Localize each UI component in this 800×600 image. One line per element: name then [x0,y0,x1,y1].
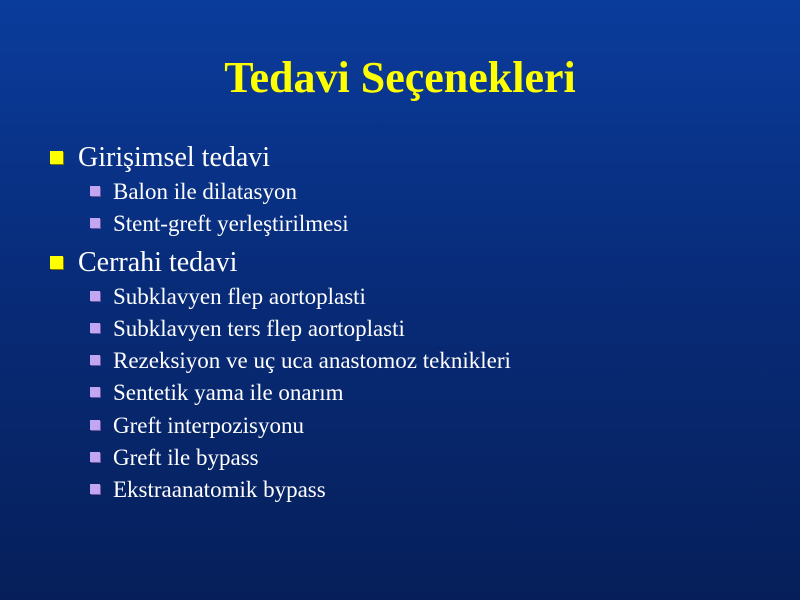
sub-bullet-item [0,410,800,442]
sub-bullet-text: Subklavyen ters flep aortoplasti [113,315,405,341]
sub-bullet-item [0,208,800,240]
bullet-level1 [0,142,800,174]
sub-bullet-text: Sentetik yama ile onarım [113,380,344,406]
square-bullet-icon [90,291,100,301]
square-bullet-icon [90,218,100,228]
square-bullet-icon [90,387,100,397]
square-bullet-icon [90,484,100,494]
sub-bullet-text: Subklavyen flep aortoplasti [113,283,366,309]
square-bullet-icon [90,420,100,430]
square-bullet-icon [90,323,100,333]
sub-bullet-item [0,442,800,474]
bullet-level1 [0,247,800,279]
sub-bullet-text: Greft interpozisyonu [113,412,304,438]
square-bullet-icon [90,355,100,365]
sub-bullet-text: Rezeksiyon ve uç uca anastomoz teknikleri [113,348,511,374]
sub-bullet-item [0,474,800,506]
section-interventional [0,142,800,241]
sub-bullet-item [0,345,800,377]
sub-bullet-item [0,313,800,345]
section-surgical [0,247,800,507]
section-label: Girişimsel tedavi [78,142,271,173]
sub-bullet-text: Greft ile bypass [113,445,259,471]
bullet-list [0,142,800,513]
sub-bullet-item [0,281,800,313]
square-bullet-icon [90,186,100,196]
square-bullet-icon [90,452,100,462]
slide-title: Tedavi Seçenekleri [224,53,576,102]
square-bullet-icon [50,256,63,269]
sub-bullet-item [0,377,800,409]
sub-bullet-list [0,281,800,507]
sub-bullet-text: Balon ile dilatasyon [113,179,297,204]
square-bullet-icon [50,151,63,164]
sub-bullet-list [0,176,800,241]
sub-bullet-text: Stent-greft yerleştirilmesi [113,211,349,237]
section-label: Cerrahi tedavi [78,246,238,278]
sub-bullet-item [0,176,800,208]
sub-bullet-text: Ekstraanatomik bypass [113,477,326,503]
